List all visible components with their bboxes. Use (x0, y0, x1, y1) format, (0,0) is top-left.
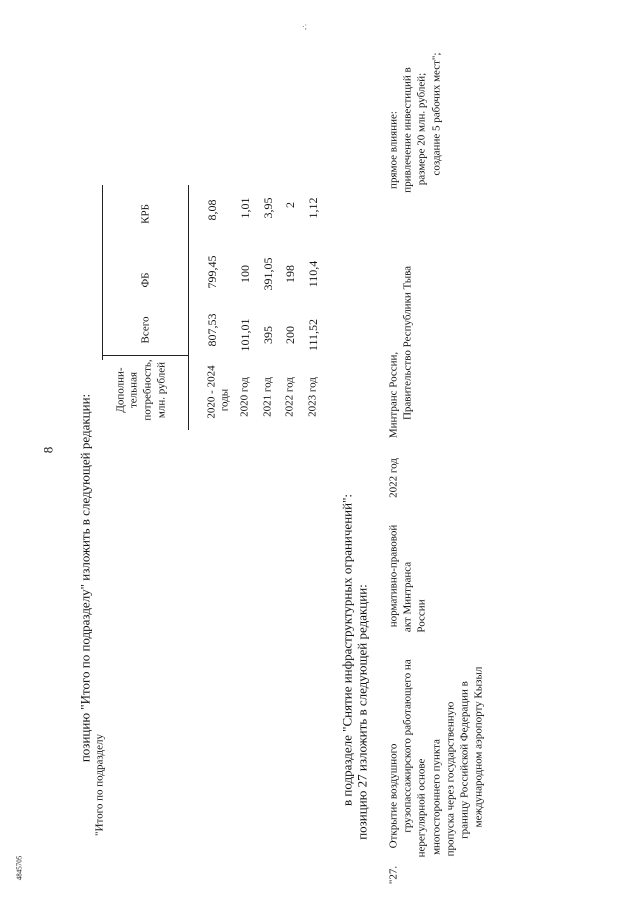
item-name-line: международном аэропорту Кызыл (472, 666, 485, 828)
page-number: 8 (40, 446, 56, 454)
item-doc-type-line: нормативно-правовой (387, 524, 400, 628)
item-name-line: грузопассажирского работающего на (401, 659, 414, 833)
header-need-line-1: Дополни- (114, 367, 127, 413)
header-need-line-2: тельная (127, 371, 140, 409)
row-period: 2023 год (306, 377, 319, 417)
row-period: 2022 год (283, 377, 296, 417)
item-executors-line: Правительство Республики Тыва (401, 265, 414, 421)
item-effect-line: привлечение инвестиций в (401, 67, 414, 193)
row-krb: 1,01 (238, 197, 252, 219)
header-krb: КРБ (139, 204, 152, 224)
row-krb: 3,95 (261, 197, 275, 219)
row-krb: 8,08 (205, 199, 219, 221)
row-all: 101,01 (238, 318, 252, 352)
row-all: 395 (261, 326, 275, 344)
item-doc-type-line: акт Минтранса (401, 561, 414, 633)
item-name-line: пропуска через государственную (444, 701, 457, 857)
intro-text: позицию "Итого по подразделу" изложить в следующей редакции: (77, 393, 93, 763)
header-need-line-4: млн. рублей (155, 361, 168, 419)
row-krb: 1,12 (306, 197, 320, 219)
header-need-line-3: потребность, (141, 359, 154, 421)
item-number: "27. (387, 865, 400, 885)
item-name-line: границу Российской Федерации в (458, 681, 471, 839)
row-period: 2021 год (261, 377, 274, 417)
row-fb: 198 (283, 265, 297, 283)
item-effect-line: прямое влияние: (387, 111, 400, 189)
total-label: "Итого по подразделу (93, 734, 106, 836)
corner-mark: ·; (302, 22, 307, 31)
item-year: 2022 год (387, 458, 400, 498)
row-krb: 2 (283, 202, 297, 208)
row-fb: 110,4 (306, 260, 320, 288)
item-executors-line: Минтранс России, (387, 351, 400, 439)
row-all: 111,52 (306, 318, 320, 352)
item-name-line: многостороннего пункта (430, 739, 443, 855)
row-fb: 391,05 (261, 257, 275, 291)
item-effect-line: размере 20 млн. рублей; (415, 72, 428, 186)
row-all: 200 (283, 326, 297, 344)
subsection-line-1: в подразделе "Снятие инфраструктурных ограничений": (339, 494, 355, 806)
row-all: 807,53 (205, 313, 219, 347)
item-effect-line: создание 5 рабочих мест"; (430, 52, 443, 176)
row-period-cont: годы (218, 388, 231, 412)
document-id: 4845705 (15, 855, 24, 881)
row-period: 2020 - 2024 (205, 365, 218, 419)
table-top-line (102, 185, 103, 360)
row-period: 2020 год (238, 377, 251, 417)
table-column-divider (102, 355, 188, 356)
header-fb: ФБ (139, 272, 152, 288)
item-name-line: нерегулярной основе (415, 758, 428, 858)
item-doc-type-line: России (415, 599, 428, 633)
header-all: Всего (139, 316, 152, 344)
row-fb: 100 (238, 265, 252, 283)
subsection-line-2: позицию 27 изложить в следующей редакции: (354, 584, 370, 840)
table-header-line (188, 185, 189, 430)
item-name-line: Открытие воздушного (387, 743, 400, 849)
row-fb: 799,45 (205, 255, 219, 289)
